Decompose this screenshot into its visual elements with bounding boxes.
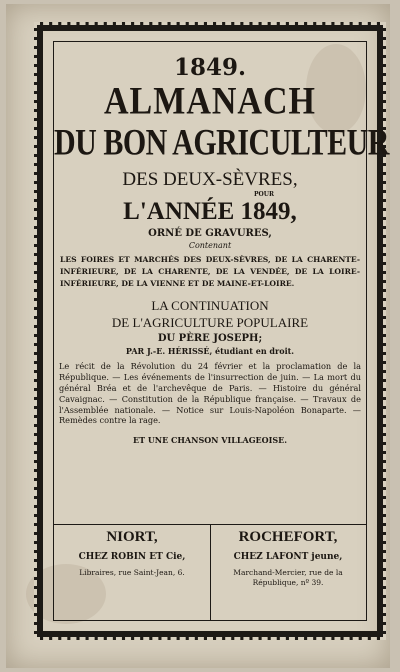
author-line: PAR J.-E. HÉRISSÉ, étudiant en droit.: [125, 346, 295, 357]
address-rochefort: Marchand-Mercier, rue de la République, nº 39.: [233, 568, 343, 587]
address-niort: Libraires, rue Saint-Jean, 6.: [79, 568, 185, 577]
publisher-robin: CHEZ ROBIN ET Cie,: [78, 552, 186, 562]
title-page-frame: [53, 41, 389, 621]
title-bon-agriculteur: DU BON AGRICULTEUR: [54, 121, 389, 163]
chanson-line: ET UNE CHANSON VILLAGEOISE.: [132, 435, 287, 446]
pere-joseph: DU PÈRE JOSEPH;: [157, 333, 263, 345]
publisher-right: [210, 524, 366, 620]
city-rochefort: ROCHEFORT,: [238, 529, 338, 545]
foires-paragraph: LES FOIRES ET MARCHÉS DES DEUX-SÈVRES, DE LA CHARENTE-INFÉRIEURE, DE LA CHARENTE, DE LA VENDÉE, DE LA LOIRE-INFÉRIEURE, DE LA VIENNE ET DE MAINE-ET-LOIRE.: [60, 255, 360, 288]
continuation-line2: DE L'AGRICULTURE POPULAIRE: [111, 315, 309, 331]
publisher-left: [54, 524, 211, 620]
continuation-line1: LA CONTINUATION: [151, 298, 269, 314]
contents-paragraph: Le récit de la Révolution du 24 février et la proclamation de la République. — Les événements de l'insurrection de juin. — La mort du général Bréa et de l'archevêque de Paris. — Histoire du général Cavaignac. — Constitution de la République française. — Travaux de l'Assemblée nationale. — Notice sur Louis-Napoléon Bonaparte. — Remèdes contre la rage.: [59, 361, 361, 426]
decorative-border: [34, 22, 389, 640]
publisher-lafont: CHEZ LAFONT jeune,: [233, 552, 343, 562]
pour-label: POUR: [254, 191, 274, 198]
year-heading: 1849.: [173, 54, 247, 81]
orne-gravures: ORNÉ DE GRAVURES,: [148, 228, 272, 239]
annee-heading: L'ANNÉE 1849,: [123, 198, 297, 225]
city-niort: NIORT,: [106, 529, 158, 545]
book-page: [6, 4, 390, 668]
title-almanach: ALMANACH: [104, 80, 316, 123]
contenant-label: Contenant: [188, 241, 232, 250]
title-deux-sevres: DES DEUX-SÈVRES,: [122, 169, 298, 190]
